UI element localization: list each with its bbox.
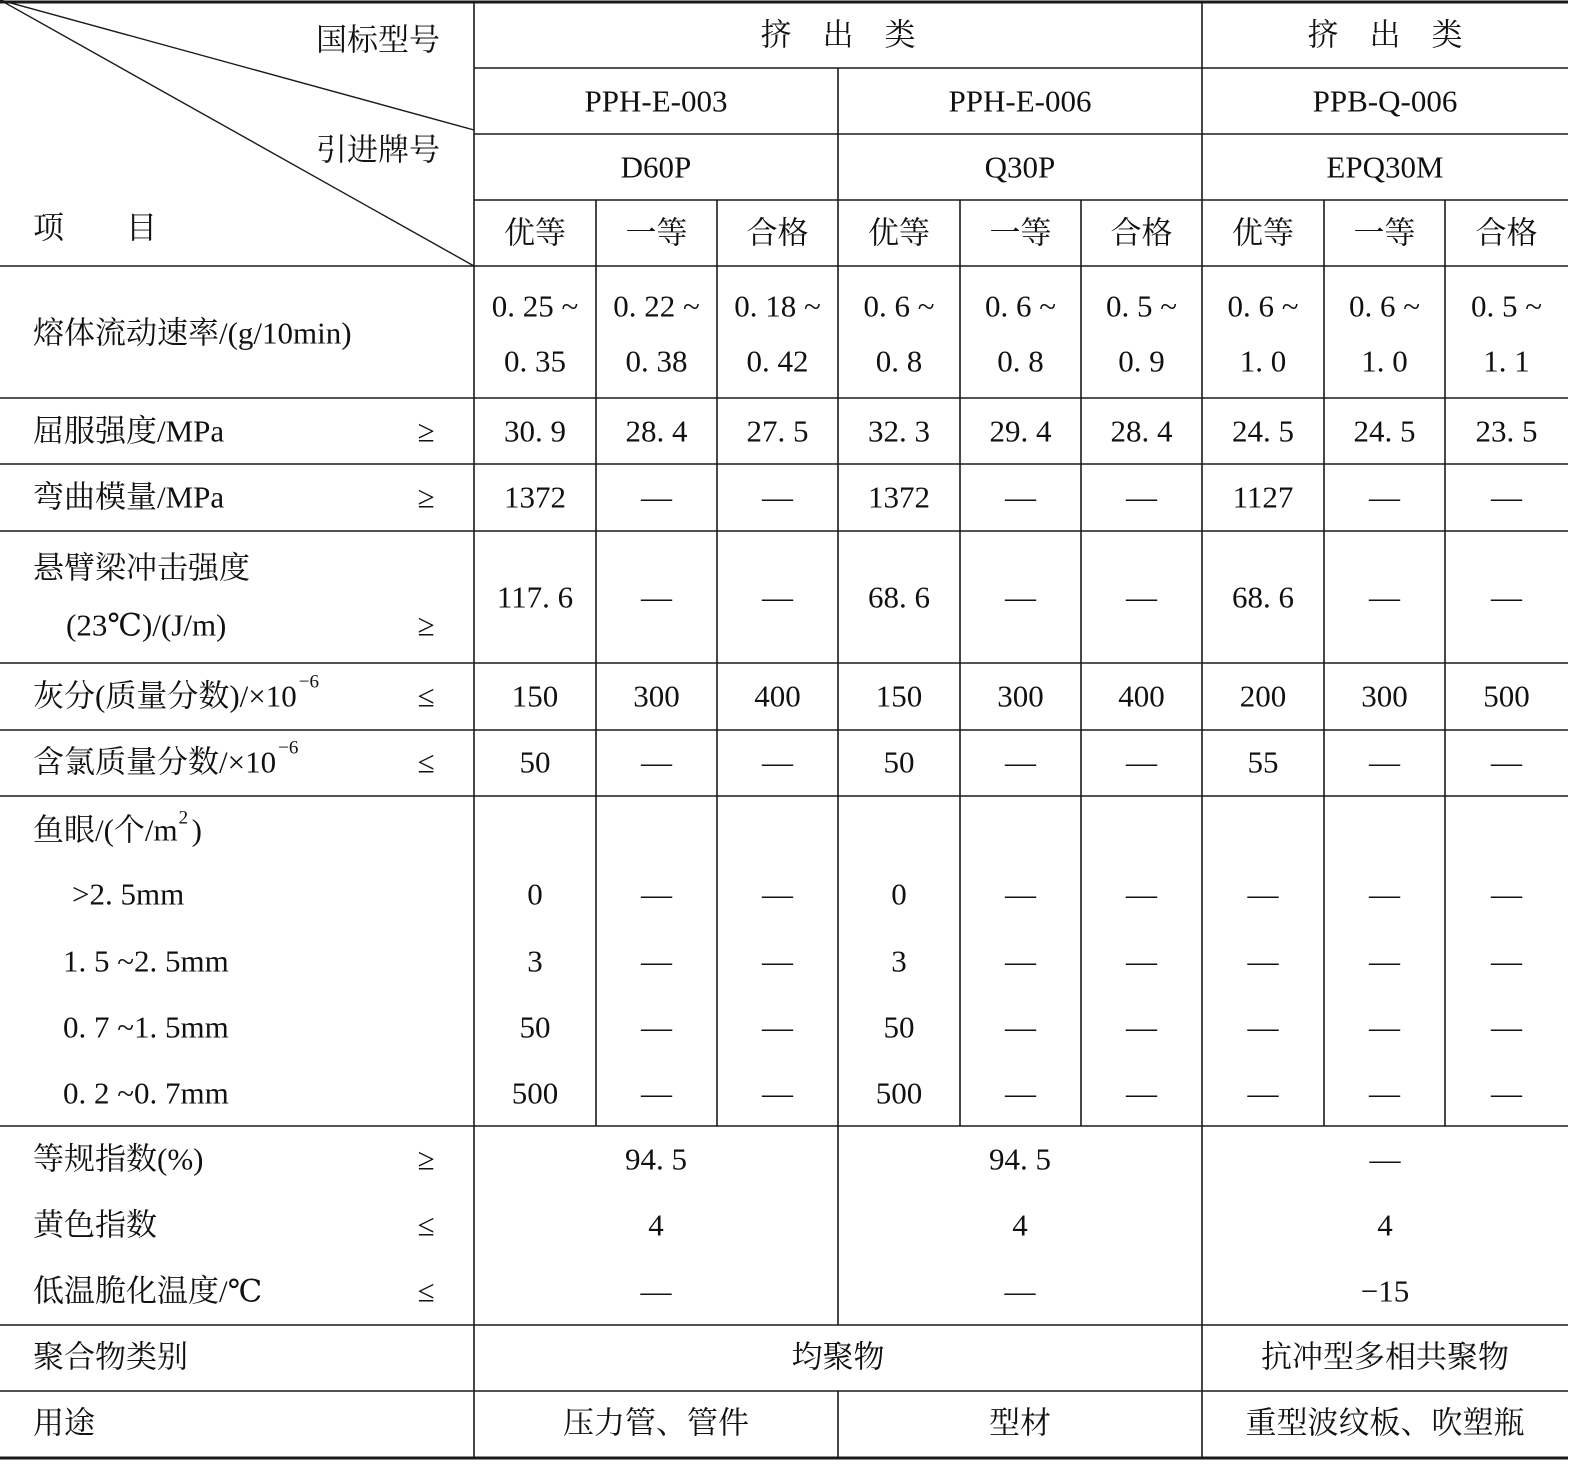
row-label: (23℃)/(J/m)	[66, 607, 227, 643]
group-title: 挤 出 类	[760, 17, 916, 53]
table-cell: 3	[527, 943, 543, 979]
row-label: 屈服强度/MPa	[33, 413, 225, 449]
table-cell: 50	[883, 744, 915, 780]
superscript: −6	[278, 737, 299, 759]
table-cell: 1372	[504, 479, 566, 515]
table-cell: 0	[527, 876, 543, 912]
table-cell: 400	[1118, 678, 1165, 714]
table-cell: —	[762, 1075, 793, 1111]
table-cell: 压力管、管件	[563, 1405, 749, 1441]
table-cell: —	[1369, 744, 1400, 780]
sub-row-label: 0. 7 ~1. 5mm	[63, 1009, 229, 1045]
corner-standard-label: 国标型号	[316, 22, 440, 58]
table-cell: —	[1369, 479, 1400, 515]
table-cell: —	[1369, 1141, 1401, 1177]
level-label: 优等	[1232, 215, 1294, 251]
table-cell: 0. 38	[625, 343, 688, 379]
table-cell: 24. 5	[1232, 413, 1294, 449]
grade-label: D60P	[620, 149, 692, 185]
row-label: 鱼眼/(个/m	[33, 812, 178, 848]
row-label: 黄色指数	[33, 1207, 157, 1243]
table-cell: —	[762, 579, 793, 615]
table-cell: 0. 35	[504, 343, 566, 379]
grade-label: PPH-E-006	[948, 83, 1092, 119]
table-cell: —	[1005, 744, 1036, 780]
row-label: 等规指数(%)	[33, 1141, 204, 1177]
table-cell: —	[1005, 479, 1036, 515]
table-cell: —	[1491, 1009, 1522, 1045]
table-cell: 24. 5	[1353, 413, 1416, 449]
table-cell: —	[1126, 479, 1157, 515]
corner-imported-label: 引进牌号	[316, 132, 440, 168]
level-label: 一等	[989, 215, 1052, 251]
table-cell: —	[1369, 1009, 1400, 1045]
grade-label: PPB-Q-006	[1312, 83, 1458, 119]
table-cell: —	[641, 479, 672, 515]
table-cell: —	[1247, 1075, 1279, 1111]
table-cell: 150	[875, 678, 923, 714]
table-cell: —	[641, 579, 672, 615]
level-label: 合格	[1110, 215, 1173, 251]
table-cell: —	[1005, 876, 1036, 912]
table-cell: 0. 18 ~	[734, 288, 821, 324]
table-cell: 200	[1239, 678, 1287, 714]
row-operator: ≤	[417, 678, 435, 714]
table-cell: 型材	[989, 1405, 1051, 1441]
sub-row-label: >2. 5mm	[72, 876, 185, 912]
table-cell: —	[1491, 943, 1522, 979]
table-cell: —	[762, 1009, 793, 1045]
table-cell: 抗冲型多相共聚物	[1261, 1339, 1509, 1375]
table-cell: 68. 6	[868, 579, 930, 615]
row-operator: ≥	[417, 413, 435, 449]
table-cell: 1127	[1232, 479, 1294, 515]
group-title: 挤 出 类	[1307, 17, 1463, 53]
table-cell: 1372	[868, 479, 930, 515]
level-label: 合格	[746, 215, 809, 251]
table-cell: —	[1126, 1075, 1157, 1111]
table-cell: 68. 6	[1232, 579, 1294, 615]
table-cell: 300	[633, 678, 680, 714]
row-operator: ≥	[417, 1141, 435, 1177]
sub-row-label: 0. 2 ~0. 7mm	[63, 1075, 229, 1111]
table-cell: 1. 0	[1361, 343, 1408, 379]
corner-diagonal	[0, 0, 474, 130]
table-cell: 300	[1361, 678, 1408, 714]
table-cell: —	[1126, 943, 1157, 979]
row-operator: ≥	[417, 607, 435, 643]
table-cell: —	[1126, 744, 1157, 780]
sub-row-label: 1. 5 ~2. 5mm	[63, 943, 229, 979]
table-cell: —	[762, 943, 793, 979]
table-cell: 500	[1483, 678, 1530, 714]
table-cell: −15	[1360, 1273, 1410, 1309]
table-cell: 400	[754, 678, 801, 714]
table-cell: 150	[511, 678, 559, 714]
table-cell: 50	[519, 1009, 551, 1045]
row-label: 弯曲模量/MPa	[33, 479, 225, 515]
table-cell: —	[1369, 1075, 1400, 1111]
row-operator: ≥	[417, 479, 435, 515]
table-cell: 0. 25 ~	[491, 288, 579, 324]
level-label: 一等	[1353, 215, 1416, 251]
table-cell: —	[1126, 876, 1157, 912]
corner-item-label: 项 目	[33, 210, 157, 246]
row-label: )	[191, 812, 202, 848]
table-cell: —	[1369, 943, 1400, 979]
superscript: −6	[298, 671, 319, 693]
row-label: 含氯质量分数/×10	[33, 744, 277, 780]
table-cell: 0. 8	[875, 343, 923, 379]
level-label: 优等	[868, 215, 930, 251]
table-cell: 23. 5	[1475, 413, 1538, 449]
table-cell: —	[1247, 1009, 1279, 1045]
table-cell: 0. 6 ~	[863, 288, 935, 324]
table-cell: 0. 8	[997, 343, 1044, 379]
table-cell: 94. 5	[989, 1141, 1051, 1177]
table-cell: —	[1491, 1075, 1522, 1111]
table-cell: —	[1369, 876, 1400, 912]
table-cell: —	[1005, 1075, 1036, 1111]
table-cell: 0. 9	[1118, 343, 1165, 379]
table-cell: 29. 4	[989, 413, 1052, 449]
table-cell: 30. 9	[504, 413, 566, 449]
table-cell: 0. 22 ~	[613, 288, 700, 324]
row-operator: ≤	[417, 1207, 435, 1243]
table-cell: 28. 4	[1110, 413, 1173, 449]
table-cell: 均聚物	[791, 1339, 885, 1375]
table-cell: 0. 5 ~	[1105, 288, 1178, 324]
row-label: 灰分(质量分数)/×10	[33, 678, 297, 714]
table-cell: —	[641, 1075, 672, 1111]
table-cell: 94. 5	[625, 1141, 687, 1177]
row-label: 用途	[33, 1405, 95, 1441]
superscript: 2	[178, 807, 189, 829]
table-cell: —	[1005, 943, 1036, 979]
table-cell: 0. 6 ~	[1227, 288, 1299, 324]
grade-label: EPQ30M	[1326, 149, 1444, 185]
table-cell: —	[1491, 744, 1522, 780]
table-cell: 32. 3	[868, 413, 930, 449]
table-cell: —	[1247, 943, 1279, 979]
table-cell: —	[641, 876, 672, 912]
table-cell: —	[762, 744, 793, 780]
table-cell: 0. 5 ~	[1470, 288, 1543, 324]
table-cell: 500	[875, 1075, 923, 1111]
table-cell: —	[1126, 1009, 1157, 1045]
table-cell: 4	[648, 1207, 664, 1243]
table-cell: 500	[511, 1075, 559, 1111]
table-cell: —	[1005, 579, 1036, 615]
table-cell: 4	[1012, 1207, 1028, 1243]
table-cell: 0. 6 ~	[984, 288, 1057, 324]
table-cell: —	[641, 943, 672, 979]
table-cell: —	[641, 1009, 672, 1045]
table-cell: —	[1491, 579, 1522, 615]
table-cell: —	[1005, 1009, 1036, 1045]
row-label: 悬臂梁冲击强度	[33, 550, 250, 586]
table-cell: 117. 6	[496, 579, 574, 615]
grade-label: PPH-E-003	[584, 83, 728, 119]
row-operator: ≤	[417, 744, 435, 780]
table-cell: 0. 42	[746, 343, 809, 379]
table-cell: 55	[1247, 744, 1279, 780]
table-cell: 4	[1377, 1207, 1393, 1243]
grade-label: Q30P	[984, 149, 1056, 185]
table-cell: —	[762, 876, 793, 912]
table-cell: —	[762, 479, 793, 515]
table-cell: 1. 0	[1239, 343, 1287, 379]
table-cell: —	[1126, 579, 1157, 615]
table-cell: —	[1369, 579, 1400, 615]
table-text	[33, 18, 1542, 1441]
table-cell: 50	[883, 1009, 915, 1045]
table-cell: 300	[997, 678, 1044, 714]
level-label: 一等	[625, 215, 688, 251]
row-label: 低温脆化温度/℃	[33, 1273, 263, 1309]
table-cell: 重型波纹板、吹塑瓶	[1245, 1405, 1525, 1441]
table-cell: —	[641, 744, 672, 780]
level-label: 优等	[504, 215, 566, 251]
row-label: 聚合物类别	[33, 1339, 188, 1375]
table-cell: —	[1491, 876, 1522, 912]
table-cell: —	[1004, 1273, 1036, 1309]
table-cell: 1. 1	[1483, 343, 1530, 379]
table-cell: 28. 4	[625, 413, 688, 449]
table-cell: 0	[891, 876, 907, 912]
table-cell: —	[640, 1273, 672, 1309]
table-cell: —	[1491, 479, 1522, 515]
table-cell: 50	[519, 744, 551, 780]
table-cell: 0. 6 ~	[1348, 288, 1421, 324]
table-cell: —	[1247, 876, 1279, 912]
row-label: 熔体流动速率/(g/10min)	[33, 315, 352, 351]
table-cell: 27. 5	[746, 413, 809, 449]
table-cell: 3	[891, 943, 907, 979]
level-label: 合格	[1475, 215, 1538, 251]
row-operator: ≤	[417, 1273, 435, 1309]
